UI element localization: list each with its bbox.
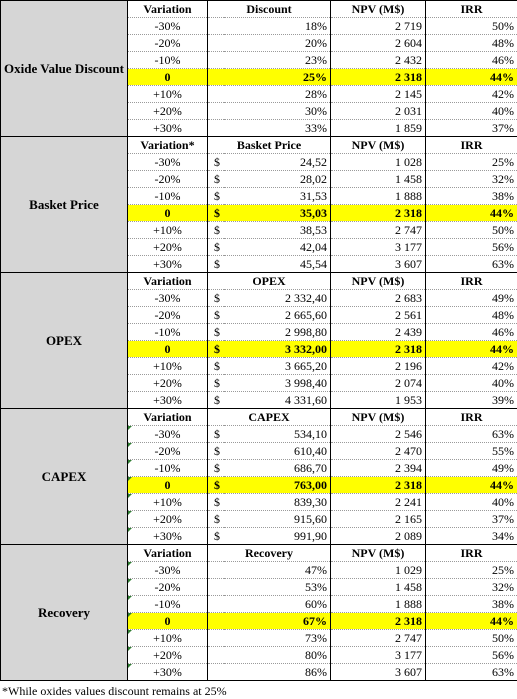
variation-cell: +20% bbox=[128, 647, 208, 664]
section-label: Recovery bbox=[1, 545, 128, 681]
irr-cell: 42% bbox=[426, 358, 517, 375]
variation-cell: -20% bbox=[128, 443, 208, 460]
irr-cell: 37% bbox=[426, 511, 517, 528]
section-label: Oxide Value Discount bbox=[1, 1, 128, 137]
variation-cell: +10% bbox=[128, 358, 208, 375]
npv-cell: 1 859 bbox=[331, 120, 426, 137]
metric-cell: 67% bbox=[208, 613, 331, 630]
metric-cell: 2 332,40 bbox=[224, 290, 331, 307]
npv-cell: 2 604 bbox=[331, 35, 426, 52]
metric-cell: 20% bbox=[208, 35, 331, 52]
metric-cell: 610,40 bbox=[224, 443, 331, 460]
irr-header: IRR bbox=[426, 273, 517, 290]
currency-symbol: $ bbox=[208, 188, 224, 205]
metric-cell: 4 331,60 bbox=[224, 392, 331, 409]
irr-cell: 46% bbox=[426, 324, 517, 341]
variation-cell: 0 bbox=[128, 613, 208, 630]
variation-cell: -20% bbox=[128, 35, 208, 52]
irr-header: IRR bbox=[426, 409, 517, 426]
npv-cell: 3 177 bbox=[331, 239, 426, 256]
section-header-row bbox=[1, 273, 517, 290]
irr-cell: 44% bbox=[426, 341, 517, 358]
irr-header: IRR bbox=[426, 137, 517, 154]
npv-header: NPV (M$) bbox=[331, 1, 426, 18]
irr-cell: 25% bbox=[426, 154, 517, 171]
variation-cell: -30% bbox=[128, 562, 208, 579]
metric-cell: 3 665,20 bbox=[224, 358, 331, 375]
npv-cell: 2 318 bbox=[331, 477, 426, 494]
metric-cell: 60% bbox=[208, 596, 331, 613]
currency-symbol: $ bbox=[208, 511, 224, 528]
npv-cell: 3 177 bbox=[331, 647, 426, 664]
currency-symbol: $ bbox=[208, 205, 224, 222]
metric-cell: 31,53 bbox=[224, 188, 331, 205]
currency-symbol: $ bbox=[208, 290, 224, 307]
npv-cell: 2 074 bbox=[331, 375, 426, 392]
metric-cell: 763,00 bbox=[224, 477, 331, 494]
metric-cell: 534,10 bbox=[224, 426, 331, 443]
npv-cell: 2 031 bbox=[331, 103, 426, 120]
metric-cell: 42,04 bbox=[224, 239, 331, 256]
variation-cell: -30% bbox=[128, 426, 208, 443]
npv-cell: 2 747 bbox=[331, 630, 426, 647]
metric-cell: 33% bbox=[208, 120, 331, 137]
variation-cell: 0 bbox=[128, 477, 208, 494]
irr-cell: 50% bbox=[426, 630, 517, 647]
variation-cell: +10% bbox=[128, 494, 208, 511]
metric-cell: 53% bbox=[208, 579, 331, 596]
metric-cell: 2 998,80 bbox=[224, 324, 331, 341]
irr-cell: 37% bbox=[426, 120, 517, 137]
variation-header: Variation bbox=[128, 545, 208, 562]
currency-symbol: $ bbox=[208, 171, 224, 188]
npv-cell: 2 318 bbox=[331, 69, 426, 86]
irr-cell: 25% bbox=[426, 562, 517, 579]
irr-cell: 38% bbox=[426, 596, 517, 613]
npv-cell: 3 607 bbox=[331, 256, 426, 273]
irr-cell: 63% bbox=[426, 426, 517, 443]
npv-cell: 2 165 bbox=[331, 511, 426, 528]
npv-cell: 2 683 bbox=[331, 290, 426, 307]
irr-cell: 55% bbox=[426, 443, 517, 460]
variation-cell: -10% bbox=[128, 188, 208, 205]
variation-header: Variation bbox=[128, 409, 208, 426]
irr-cell: 44% bbox=[426, 205, 517, 222]
irr-cell: 49% bbox=[426, 460, 517, 477]
npv-cell: 2 089 bbox=[331, 528, 426, 545]
irr-cell: 63% bbox=[426, 664, 517, 681]
variation-cell: +10% bbox=[128, 86, 208, 103]
variation-cell: -30% bbox=[128, 18, 208, 35]
currency-symbol: $ bbox=[208, 494, 224, 511]
currency-symbol: $ bbox=[208, 324, 224, 341]
metric-cell: 30% bbox=[208, 103, 331, 120]
npv-cell: 2 318 bbox=[331, 205, 426, 222]
metric-cell: 80% bbox=[208, 647, 331, 664]
irr-cell: 40% bbox=[426, 103, 517, 120]
npv-cell: 2 747 bbox=[331, 222, 426, 239]
irr-cell: 32% bbox=[426, 579, 517, 596]
irr-cell: 63% bbox=[426, 256, 517, 273]
irr-cell: 48% bbox=[426, 307, 517, 324]
npv-cell: 3 607 bbox=[331, 664, 426, 681]
irr-cell: 39% bbox=[426, 392, 517, 409]
section-header-row bbox=[1, 545, 517, 562]
npv-cell: 2 318 bbox=[331, 341, 426, 358]
variation-cell: +20% bbox=[128, 239, 208, 256]
variation-header: Variation bbox=[128, 273, 208, 290]
currency-symbol: $ bbox=[208, 307, 224, 324]
metric-header: Basket Price bbox=[208, 137, 331, 154]
variation-cell: +30% bbox=[128, 392, 208, 409]
metric-cell: 3 998,40 bbox=[224, 375, 331, 392]
irr-cell: 44% bbox=[426, 477, 517, 494]
metric-header: Recovery bbox=[208, 545, 331, 562]
npv-header: NPV (M$) bbox=[331, 409, 426, 426]
metric-cell: 3 332,00 bbox=[224, 341, 331, 358]
variation-cell: +10% bbox=[128, 630, 208, 647]
variation-cell: +30% bbox=[128, 256, 208, 273]
metric-header: OPEX bbox=[208, 273, 331, 290]
currency-symbol: $ bbox=[208, 222, 224, 239]
npv-cell: 2 318 bbox=[331, 613, 426, 630]
metric-cell: 25% bbox=[208, 69, 331, 86]
irr-header: IRR bbox=[426, 1, 517, 18]
variation-cell: -20% bbox=[128, 579, 208, 596]
variation-cell: -30% bbox=[128, 290, 208, 307]
irr-cell: 56% bbox=[426, 647, 517, 664]
currency-symbol: $ bbox=[208, 477, 224, 494]
metric-cell: 24,52 bbox=[224, 154, 331, 171]
variation-cell: +20% bbox=[128, 511, 208, 528]
irr-cell: 32% bbox=[426, 171, 517, 188]
currency-symbol: $ bbox=[208, 426, 224, 443]
section-label: CAPEX bbox=[1, 409, 128, 545]
npv-header: NPV (M$) bbox=[331, 137, 426, 154]
metric-cell: 686,70 bbox=[224, 460, 331, 477]
irr-cell: 48% bbox=[426, 35, 517, 52]
currency-symbol: $ bbox=[208, 460, 224, 477]
metric-cell: 45,54 bbox=[224, 256, 331, 273]
npv-header: NPV (M$) bbox=[331, 545, 426, 562]
variation-cell: -20% bbox=[128, 307, 208, 324]
variation-header: Variation* bbox=[128, 137, 208, 154]
variation-cell: 0 bbox=[128, 205, 208, 222]
metric-cell: 839,30 bbox=[224, 494, 331, 511]
variation-cell: +20% bbox=[128, 375, 208, 392]
metric-cell: 86% bbox=[208, 664, 331, 681]
currency-symbol: $ bbox=[208, 443, 224, 460]
metric-cell: 28,02 bbox=[224, 171, 331, 188]
metric-cell: 2 665,60 bbox=[224, 307, 331, 324]
npv-cell: 2 439 bbox=[331, 324, 426, 341]
currency-symbol: $ bbox=[208, 239, 224, 256]
currency-symbol: $ bbox=[208, 392, 224, 409]
variation-cell: +10% bbox=[128, 222, 208, 239]
npv-cell: 1 953 bbox=[331, 392, 426, 409]
npv-cell: 2 432 bbox=[331, 52, 426, 69]
currency-symbol: $ bbox=[208, 375, 224, 392]
npv-cell: 2 145 bbox=[331, 86, 426, 103]
irr-cell: 56% bbox=[426, 239, 517, 256]
irr-cell: 46% bbox=[426, 52, 517, 69]
npv-cell: 1 029 bbox=[331, 562, 426, 579]
variation-cell: 0 bbox=[128, 69, 208, 86]
variation-cell: -30% bbox=[128, 154, 208, 171]
npv-cell: 2 196 bbox=[331, 358, 426, 375]
npv-cell: 2 241 bbox=[331, 494, 426, 511]
section-label: Basket Price bbox=[1, 137, 128, 273]
currency-symbol: $ bbox=[208, 358, 224, 375]
npv-cell: 1 028 bbox=[331, 154, 426, 171]
variation-cell: -10% bbox=[128, 52, 208, 69]
irr-cell: 34% bbox=[426, 528, 517, 545]
npv-cell: 1 458 bbox=[331, 579, 426, 596]
currency-symbol: $ bbox=[208, 528, 224, 545]
metric-cell: 73% bbox=[208, 630, 331, 647]
variation-cell: -10% bbox=[128, 460, 208, 477]
npv-cell: 2 719 bbox=[331, 18, 426, 35]
npv-cell: 2 546 bbox=[331, 426, 426, 443]
npv-cell: 1 458 bbox=[331, 171, 426, 188]
variation-cell: +30% bbox=[128, 664, 208, 681]
currency-symbol: $ bbox=[208, 256, 224, 273]
variation-cell: +30% bbox=[128, 528, 208, 545]
variation-cell: -10% bbox=[128, 596, 208, 613]
metric-cell: 35,03 bbox=[224, 205, 331, 222]
metric-cell: 47% bbox=[208, 562, 331, 579]
npv-cell: 2 394 bbox=[331, 460, 426, 477]
variation-cell: 0 bbox=[128, 341, 208, 358]
variation-cell: -10% bbox=[128, 324, 208, 341]
metric-cell: 38,53 bbox=[224, 222, 331, 239]
metric-header: Discount bbox=[208, 1, 331, 18]
irr-cell: 40% bbox=[426, 494, 517, 511]
section-label: OPEX bbox=[1, 273, 128, 409]
irr-cell: 42% bbox=[426, 86, 517, 103]
irr-cell: 44% bbox=[426, 613, 517, 630]
metric-header: CAPEX bbox=[208, 409, 331, 426]
metric-cell: 28% bbox=[208, 86, 331, 103]
irr-cell: 49% bbox=[426, 290, 517, 307]
irr-cell: 50% bbox=[426, 18, 517, 35]
npv-cell: 1 888 bbox=[331, 188, 426, 205]
currency-symbol: $ bbox=[208, 154, 224, 171]
npv-cell: 2 561 bbox=[331, 307, 426, 324]
currency-symbol: $ bbox=[208, 341, 224, 358]
footnote: *While oxides values discount remains at 25% bbox=[0, 684, 517, 699]
metric-cell: 915,60 bbox=[224, 511, 331, 528]
metric-cell: 991,90 bbox=[224, 528, 331, 545]
npv-cell: 2 470 bbox=[331, 443, 426, 460]
irr-cell: 50% bbox=[426, 222, 517, 239]
variation-cell: -20% bbox=[128, 171, 208, 188]
section-header-row bbox=[1, 409, 517, 426]
section-header-row bbox=[1, 1, 517, 18]
variation-cell: +30% bbox=[128, 120, 208, 137]
npv-header: NPV (M$) bbox=[331, 273, 426, 290]
variation-header: Variation bbox=[128, 1, 208, 18]
variation-cell: +20% bbox=[128, 103, 208, 120]
irr-header: IRR bbox=[426, 545, 517, 562]
irr-cell: 38% bbox=[426, 188, 517, 205]
irr-cell: 40% bbox=[426, 375, 517, 392]
metric-cell: 18% bbox=[208, 18, 331, 35]
section-header-row bbox=[1, 137, 517, 154]
metric-cell: 23% bbox=[208, 52, 331, 69]
npv-cell: 1 888 bbox=[331, 596, 426, 613]
irr-cell: 44% bbox=[426, 69, 517, 86]
